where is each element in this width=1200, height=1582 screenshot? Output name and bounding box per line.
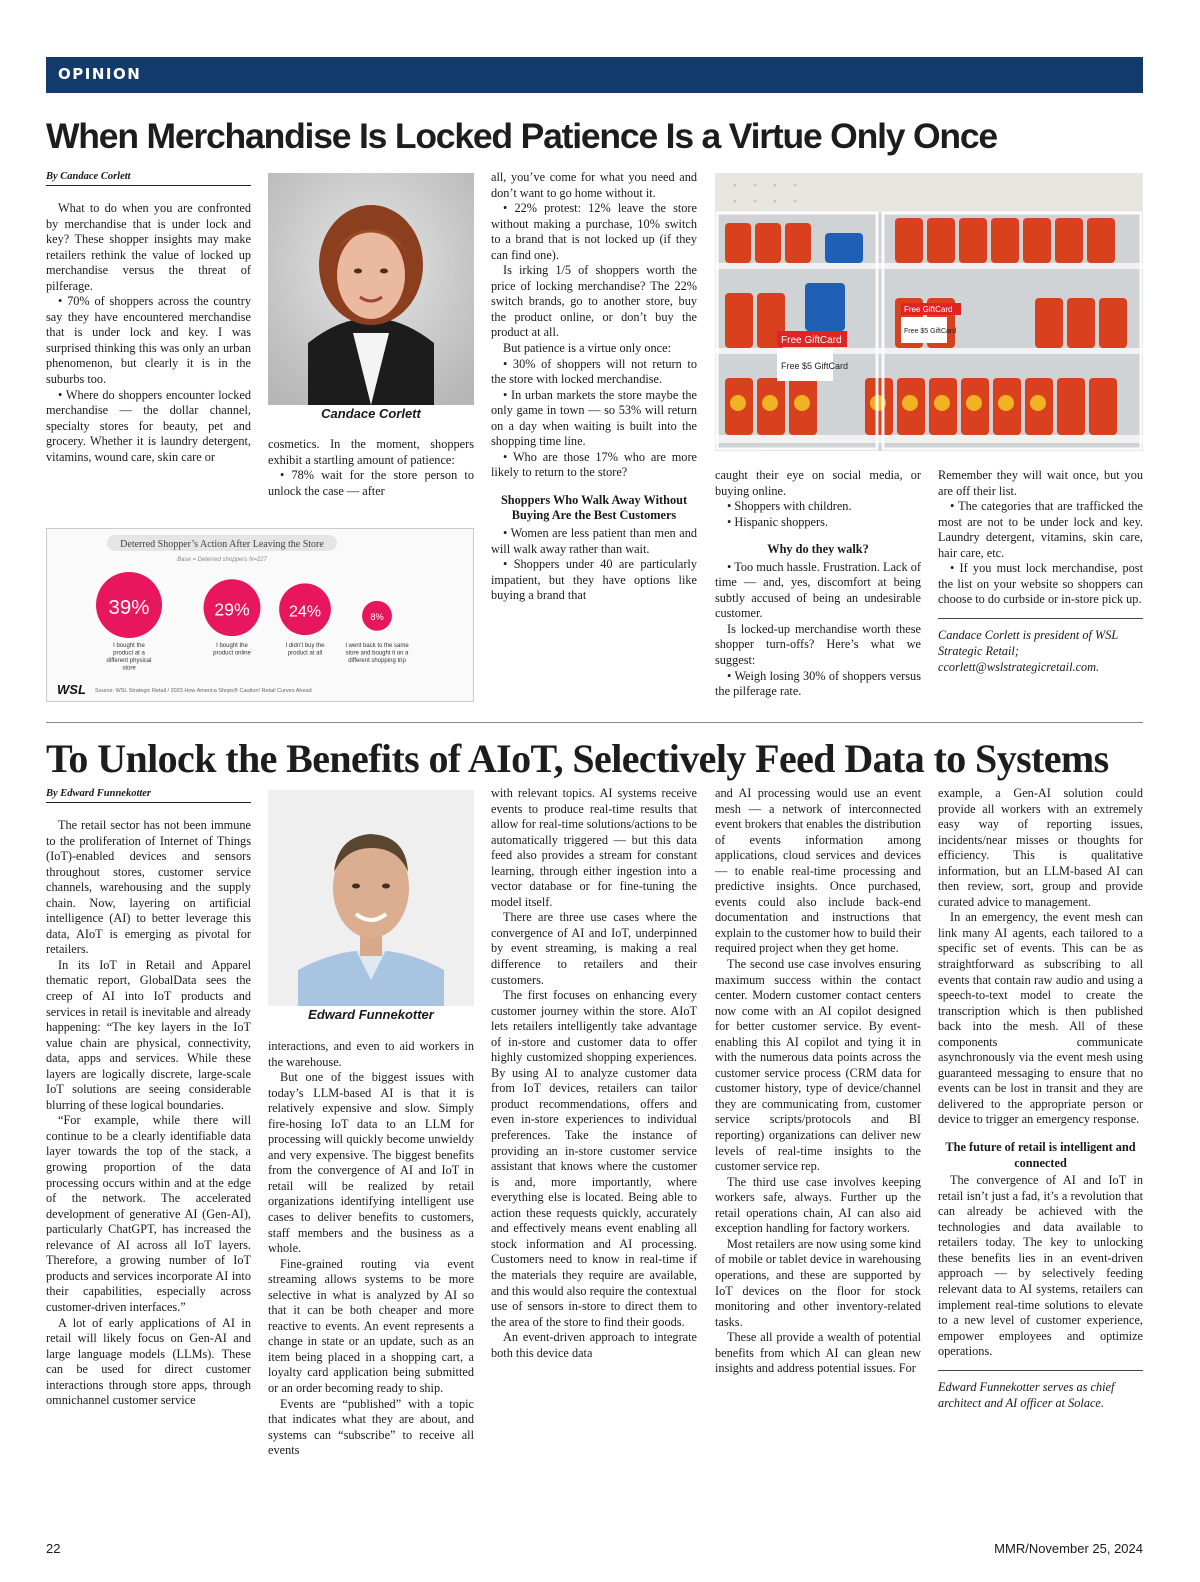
author-photo-candace: [268, 173, 474, 405]
article2-signoff: Edward Funnekotter serves as chief architect and AI officer at Solace.: [938, 1370, 1143, 1411]
paragraph: • Where do shoppers encounter locked merchandise — the dollar channel, specialty stores for beauty, pet and grocery. Whether it is laundry detergent, vitamins, wound care, skin care or: [46, 387, 251, 464]
article2-col4-body: [715, 786, 921, 1377]
article1-signoff: Candace Corlett is president of WSL Strategic Retail; ccorlett@wslstrategicretail.com.: [938, 618, 1143, 675]
chart-value-label-2: 24%: [288, 602, 322, 621]
sign-gift-card-3-text: Free GiftCard: [904, 305, 953, 314]
paragraph: • The categories that are trafficked the most are not to be under lock and key. Laundry detergent, vitamins, skin care, hair care, etc.: [938, 499, 1143, 560]
paragraph: • Shoppers with children.: [727, 499, 852, 514]
paragraph: These all provide a wealth of potential benefits from which AI can glean new insights and address potential issues. For: [715, 1330, 921, 1376]
chart-value-label-0: 39%: [108, 596, 150, 620]
article1-column-4: [715, 468, 921, 700]
paragraph: and AI processing would use an event mesh — a network of interconnected event brokers that enables the distribution of events information among applications, cloud services and devices — to enable real-time processing and predictive insights. Once purchased, events could also include back-end documentation and instructions that explain to the customer how to build their required project when they get home.: [715, 786, 921, 956]
paragraph: In its IoT in Retail and Apparel thematic report, GlobalData sees the creep of AI into IoT products and services in retail is inevitable and already happening: “The key layers in the IoT value chain are physical, connectivity, data, apps and services. While these layers are logically discrete, large-scale IoT solutions are seeing considerable blurring of these logical boundaries.: [46, 957, 251, 1112]
paragraph: The third use case involves keeping workers safe, always. Further up the retail operations chain, AI can also aid exception handling for factory workers.: [715, 1174, 921, 1236]
store-photo-drawing: [715, 173, 1143, 451]
article2-col5b-body: [938, 1173, 1143, 1360]
article1-col3b-body: [491, 526, 697, 604]
paragraph: caught their eye on social media, or buying online.: [715, 468, 921, 498]
deterred-shopper-chart: [46, 528, 474, 702]
paragraph: example, a Gen-AI solution could provide all workers with an extremely easy way of reporting issues, incidents/near misses or thoughts for efficiency. This is qualitative information, but an LLM-based AI can then review, sort, group and provide curated advice to management.: [938, 786, 1143, 909]
paragraph: • In urban markets the store maybe the only game in town — so 53% will return on a day when waiting is built into the shopping time line.: [491, 387, 697, 449]
article2-column-4: [715, 786, 921, 1377]
paragraph: Fine-grained routing via event streaming allows systems to be more selective in what is analyzed by AI so that it can be both cheaper and more reactive to events. An event represents a change in state or an update, such as an item being placed in a shopping cart, a loyalty card application being submitted or an order becoming ready to ship.: [268, 1256, 474, 1396]
chart-source: Source: WSL Strategic Retail / 2023 How America Shops® Caution! Retail Curves Ahead: [95, 688, 312, 694]
chart-subtitle: Base = Deterred shoppers N=227: [177, 557, 267, 563]
paragraph: A lot of early applications of AI in retail will likely focus on Gen-AI and large language models (LLMs). These can be used for direct customer interactions through store apps, through omnichannel customer service: [46, 1315, 251, 1408]
article1-column-2: [268, 437, 474, 499]
paragraph: The first focuses on enhancing every customer journey within the store. AIoT lets retailers intelligently take advantage of in-store and customer data to offer highly customized shopping experiences. By using AI to analyze customer data from IoT devices, retailers can tailor product recommendations, offers and even in-store experiences to individual preferences. Take the instance of providing an in-store customer service assistant that knows where the customer is and, more importantly, where everything else is located. Being able to action these requests quickly, accurately and effectively means event enabling all stock information and AI processing. Customers need to know in real-time if the materials they require are available, and this would also require the contextual use of sensors in-store to direct them to the area of the store to find their goods.: [491, 988, 697, 1329]
article1-headline: When Merchandise Is Locked Patience Is a Virtue Only Once: [46, 116, 997, 156]
paragraph: • Shoppers under 40 are particularly impatient, but they have options like buying a brand that: [491, 557, 697, 603]
article1-column-3: [491, 170, 697, 604]
article1-col4-body: [715, 468, 921, 530]
paragraph: • Women are less patient than men and will walk away rather than wait.: [491, 526, 697, 556]
paragraph: • Weigh losing 30% of shoppers versus the pilferage rate.: [715, 668, 921, 699]
paragraph: interactions, and even to aid workers in the warehouse.: [268, 1039, 474, 1069]
paragraph: • Too much hassle. Frustration. Lack of time — and, yes, discomfort at being subtly accused of being an undesirable customer.: [715, 559, 921, 621]
article1-col1-body: [46, 201, 251, 465]
section-label: OPINION: [58, 65, 142, 83]
sign-gift-card-1-text: Free GiftCard: [781, 335, 842, 346]
chart-svg: [47, 529, 475, 703]
article1-col4b-body: [715, 560, 921, 700]
paragraph: Events are “published” with a topic that indicates what they are about, and systems can “subscribe” to receive all events: [268, 1396, 474, 1458]
article2-headline: To Unlock the Benefits of AIoT, Selectively Feed Data to Systems: [46, 736, 1109, 781]
paragraph: There are three use cases where the convergence of AI and IoT, underpinned by event streaming, is making a real difference to retailers and their customers.: [491, 910, 697, 987]
author-photo-caption-candace: Candace Corlett: [321, 406, 421, 421]
article1-column-5: [938, 468, 1143, 675]
article1-subhead-why-walk: Why do they walk?: [767, 542, 869, 557]
article2-column-1: [46, 818, 251, 1409]
article1-col2-body: [268, 437, 474, 499]
article-divider: [46, 722, 1143, 723]
paragraph: The convergence of AI and IoT in retail isn’t just a fad, it’s a revolution that can already be achieved with the technologies and data available to retailers today. The key to unlocking these benefits lies in an event-driven approach — by selectively feeding relevant data to AI systems, retailers can implement real-time solutions to elevate to a new level of customer experience, empower employees and optimize operations.: [938, 1173, 1143, 1359]
article2-column-3: [491, 786, 697, 1361]
paragraph: with relevant topics. AI systems receive events to produce real-time results that allow for real-time solutions/actions to be automatically triggered — but this data feed also provides a stream for constant learning, through either ingestion into a vector database or for fine-tuning the model itself.: [491, 786, 697, 909]
paragraph: • 78% wait for the store person to unlock the case — after: [268, 468, 474, 498]
article1-col3-body: [491, 170, 697, 481]
paragraph: • 30% of shoppers will not return to the store with locked merchandise.: [491, 356, 697, 387]
chart-value-label-1: 29%: [214, 599, 250, 620]
paragraph: Is locked-up merchandise worth these shopper turn-offs? Here’s what we suggest:: [715, 621, 921, 668]
article2-col3-body: [491, 786, 697, 1361]
article1-subhead-walk-away: Shoppers Who Walk Away Without Buying Are the Best Customers: [500, 492, 688, 523]
section-banner: [46, 57, 1143, 93]
paragraph: • 70% of shoppers across the country say they have encountered merchandise that is under lock and key. I was surprised thinking this was only an urban phenomenon, but clearly it is in the suburbs too.: [46, 294, 251, 387]
sign-gift-card-2-text: Free $5 GiftCard: [781, 361, 849, 371]
author-photo-edward: [268, 790, 474, 1006]
paragraph: What to do when you are confronted by merchandise that is under lock and key? These shopper insights may make retailers rethink the value of locked up merchandise versus the threat of pilferage.: [46, 201, 251, 293]
article2-col2-body: [268, 1039, 474, 1459]
paragraph: Most retailers are now using some kind of mobile or tablet device in warehousing operations, and these are supported by IoT devices on the floor for stock monitoring and other inventory-related tasks.: [715, 1236, 921, 1329]
publication-date: MMR/November 25, 2024: [994, 1541, 1143, 1556]
chart-logo: WSL: [57, 682, 86, 697]
sign-gift-card-4-text: Free $5 GiftCard: [904, 328, 957, 335]
article2-byline: By Edward Funnekotter: [46, 788, 251, 803]
store-locked-case-photo: [715, 173, 1143, 451]
author-photo-caption-edward: Edward Funnekotter: [308, 1007, 434, 1022]
paragraph: But one of the biggest issues with today’s LLM-based AI is that it is relatively expensive and slow. Simply fire-hosing IoT data to an LLM for processing will quickly become unwieldy and very expensive. The biggest benefits from the convergence of AI and IoT in retail will be realized by retail organizations identifying intelligent use cases to deliver benefits to customers, staff members and the business as a whole.: [268, 1070, 474, 1256]
paragraph: The second use case involves ensuring maximum success within the contact center. Modern customer contact centers now come with an AI copilot designed for better customer service. By event-enabling this AI copilot and tying it in with the numerous data points across the customer service process (CRM data for customer history, type of device/channel they are communicating from, customer service scripts/protocols and BI reporting) organizations can deliver new levels of real-time insights to the customer service rep.: [715, 957, 921, 1174]
paragraph: • Who are those 17% who are more likely to return to the store?: [491, 449, 697, 480]
chart-category-label-3: I went back to the same store and bought it on a different shopping trip: [345, 643, 409, 664]
paragraph: cosmetics. In the moment, shoppers exhibit a startling amount of patience:: [268, 437, 474, 467]
chart-category-label-1: I bought the product online: [213, 643, 251, 657]
paragraph: The retail sector has not been immune to the proliferation of Internet of Things (IoT)-enabled devices and sensors throughout stores, customer service channels, warehousing and the supply chain. Now, layering on artificial intelligence (AI) to better leverage this data, AIoT is emerging as pivotal for retailers.: [46, 818, 251, 957]
paragraph: An event-driven approach to integrate both this device data: [491, 1330, 697, 1360]
chart-value-label-3: 8%: [370, 612, 384, 623]
paragraph: all, you’ve come for what you need and don’t want to go home without it.: [491, 170, 697, 200]
paragraph: In an emergency, the event mesh can link many AI agents, each tailored to a specific set of events. This can be as straightforward as subscribing to all events that contain raw audio and using a speech-to-text model to create the transcription which is then published back into the mesh. All of these components communicate asynchronously via the event mesh using guaranteed messaging to ensure that no events can be lost in transit and they are delivered to the appropriate person or device to trigger an emergency response.: [938, 910, 1143, 1127]
article2-subhead-future: The future of retail is intelligent and connected: [945, 1140, 1136, 1170]
paragraph: Remember they will wait once, but you are off their list.: [938, 468, 1143, 498]
paragraph: • 22% protest: 12% leave the store without making a purchase, 10% switch to a brand that is not locked up (if they can find one).: [491, 201, 697, 262]
article2-col5-body: [938, 786, 1143, 1128]
article1-col5-body: [938, 468, 1143, 608]
chart-category-label-2: I didn’t buy the product at all: [285, 643, 325, 657]
article1-byline: By Candace Corlett: [46, 171, 251, 186]
chart-title: Deterred Shopper’s Action After Leaving the Store: [120, 539, 324, 550]
article2-column-5: [938, 786, 1143, 1411]
paragraph: Is irking 1/5 of shoppers worth the price of locking merchandise? The 22% switch brands, go to another store, buy the product online, or don’t buy the product at all.: [491, 263, 697, 340]
paragraph: • If you must lock merchandise, post the list on your website so shoppers can choose to do curbside or in-store pick up.: [938, 561, 1143, 607]
paragraph: • Hispanic shoppers.: [727, 514, 828, 529]
article2-column-2: [268, 1039, 474, 1459]
article1-column-1: [46, 201, 251, 465]
paragraph: “For example, while there will continue to be a clearly identifiable data layer towards the top of the stack, a growing proportion of the data processing occurs within and at the edge of the network. The accelerated development of generative AI (Gen-AI), particularly ChatGPT, has increased the relevance of AI across all IoT layers. Therefore, a growing number of IoT products and services incorporate AI into their capabilities, especially across customer-driven interfaces.”: [46, 1113, 251, 1314]
article2-col1-body: [46, 818, 251, 1409]
paragraph: But patience is a virtue only once:: [503, 341, 672, 356]
page-number: 22: [46, 1541, 61, 1556]
chart-category-label-0: I bought the product at a different physical store: [106, 643, 152, 672]
